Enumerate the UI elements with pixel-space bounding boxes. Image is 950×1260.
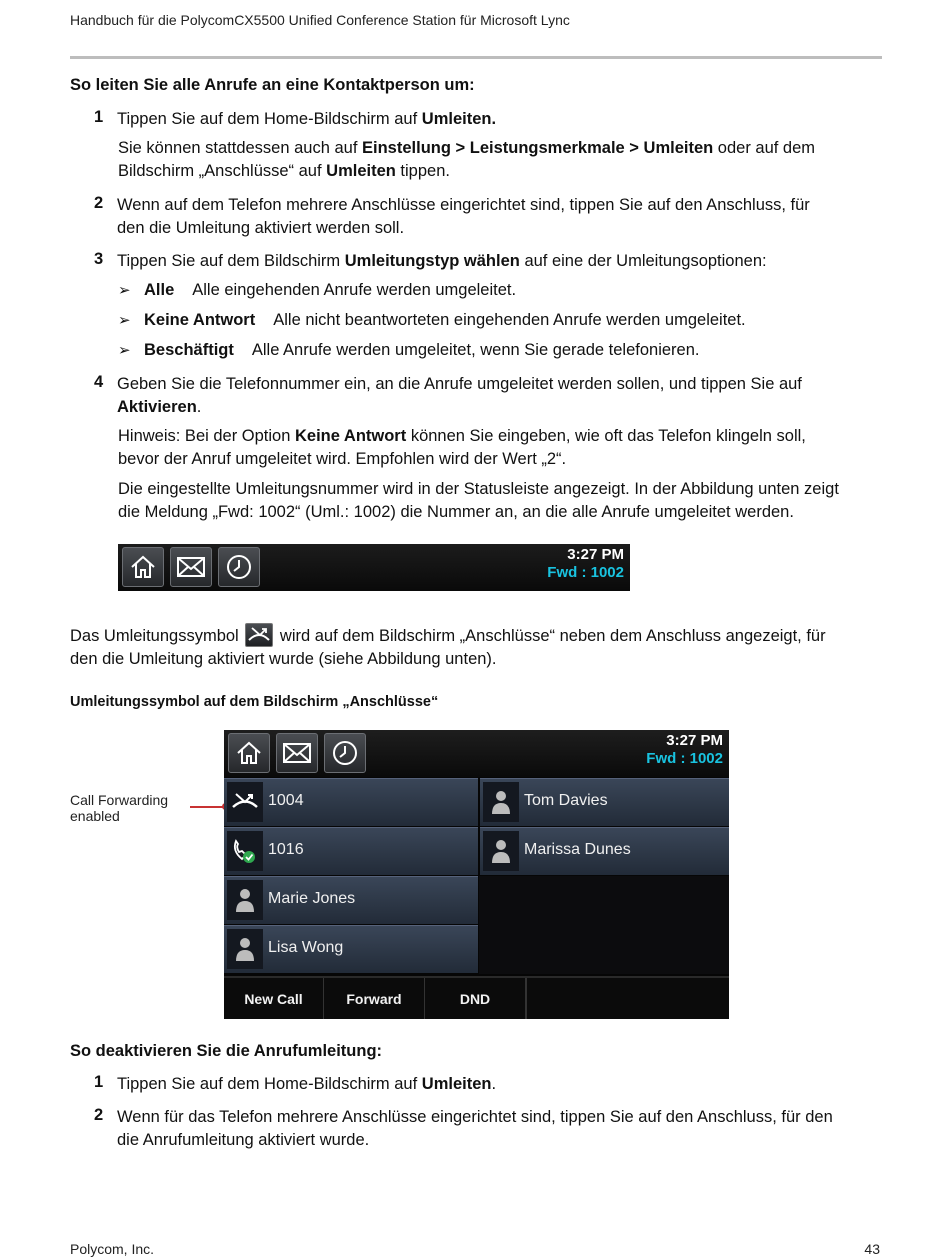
status-forward-indicator: Fwd : 1002 bbox=[646, 750, 723, 767]
home-icon bbox=[235, 740, 263, 766]
recent-calls-button[interactable] bbox=[324, 733, 366, 773]
option-beschaeftigt: Beschäftigt Alle Anrufe werden umgeleitet, wenn Sie gerade telefonieren. bbox=[144, 341, 700, 359]
softkey-divider bbox=[526, 978, 527, 1019]
new-call-softkey[interactable]: New Call bbox=[224, 978, 324, 1019]
messages-button[interactable] bbox=[170, 547, 212, 587]
figure-caption: Umleitungssymbol auf dem Bildschirm „Anschlüsse“ bbox=[70, 694, 439, 710]
step-1-text: Tippen Sie auf dem Home-Bildschirm auf Umleiten. bbox=[117, 110, 497, 128]
hint-text: Hinweis: Bei der Option Keine Antwort können Sie eingeben, wie oft das Telefon klingeln soll, bevor der Anruf umgeleitet wird. Empfohlen wird der Wert „2“. bbox=[118, 427, 806, 468]
step-1-alternative: Sie können stattdessen auch auf Einstellung > Leistungsmerkmale > Umleiten oder auf dem Bildschirm „Anschlüsse“ auf Umleiten tippen. bbox=[118, 139, 816, 180]
option-bullet: ➢ bbox=[118, 282, 131, 299]
call-forward-icon bbox=[227, 782, 263, 822]
step-number: 3 bbox=[94, 250, 104, 268]
contact-lisa-wong[interactable] bbox=[224, 925, 478, 973]
contact-label: Marissa Dunes bbox=[524, 841, 631, 858]
contact-icon bbox=[483, 782, 519, 822]
step-number: 2 bbox=[94, 194, 104, 212]
line-label: 1004 bbox=[268, 792, 304, 809]
phone-lines-screen bbox=[224, 730, 729, 1017]
section-heading-deactivate: So deaktivieren Sie die Anrufumleitung: bbox=[70, 1042, 383, 1060]
status-note: Die eingestellte Umleitungsnummer wird in der Statusleiste angezeigt. In der Abbildung unten zeigt die Meldung „Fwd: 1002“ (Uml.: 1002) die Nummer an, an die alle Anrufe umgeleitet werden. bbox=[118, 480, 839, 521]
contact-icon bbox=[227, 929, 263, 969]
dnd-softkey[interactable]: DND bbox=[425, 978, 526, 1019]
contact-icon bbox=[483, 831, 519, 871]
step-4-text: Geben Sie die Telefonnummer ein, an die Anrufe umgeleitet werden sollen, und tippen Sie auf Aktivieren. bbox=[117, 375, 802, 416]
step-3-text: Tippen Sie auf dem Bildschirm Umleitungstyp wählen auf eine der Umleitungsoptionen: bbox=[117, 252, 767, 270]
deactivate-step-2: Wenn für das Telefon mehrere Anschlüsse eingerichtet sind, tippen Sie auf den Anschluss, für den die Anrufumleitung aktiviert wurde. bbox=[117, 1108, 833, 1149]
contact-marie-jones[interactable] bbox=[224, 876, 478, 924]
callout-label: Call Forwarding enabled bbox=[70, 792, 169, 824]
line-label: 1016 bbox=[268, 841, 304, 858]
footer-company: Polycom, Inc. bbox=[70, 1241, 155, 1257]
contact-label: Tom Davies bbox=[524, 792, 608, 809]
contact-label: Marie Jones bbox=[268, 890, 356, 907]
step-2-text: Wenn auf dem Telefon mehrere Anschlüsse eingerichtet sind, tippen Sie auf den Anschluss, für den die Umleitung aktiviert werden soll. bbox=[117, 196, 810, 237]
step-number: 1 bbox=[94, 108, 104, 126]
empty-line-area bbox=[479, 876, 729, 974]
line-key-1004[interactable] bbox=[224, 778, 478, 826]
status-forward-indicator: Fwd : 1002 bbox=[547, 564, 624, 581]
phone-status-bar bbox=[118, 544, 630, 591]
page-number: 43 bbox=[864, 1241, 880, 1257]
phone-status-bar bbox=[224, 730, 729, 777]
line-key-1016[interactable] bbox=[224, 827, 478, 875]
contact-marissa-dunes[interactable] bbox=[480, 827, 729, 875]
callout-pointer bbox=[190, 806, 226, 808]
messages-button[interactable] bbox=[276, 733, 318, 773]
step-number: 2 bbox=[94, 1106, 104, 1124]
softkey-bar bbox=[224, 976, 729, 1019]
recent-calls-button[interactable] bbox=[218, 547, 260, 587]
header-divider bbox=[70, 56, 882, 59]
deactivate-step-1: Tippen Sie auf dem Home-Bildschirm auf Umleiten. bbox=[117, 1075, 497, 1093]
home-button[interactable] bbox=[122, 547, 164, 587]
clock-icon bbox=[331, 739, 359, 767]
home-button[interactable] bbox=[228, 733, 270, 773]
contact-label: Lisa Wong bbox=[268, 939, 344, 956]
envelope-icon bbox=[176, 556, 206, 578]
contact-tom-davies[interactable] bbox=[480, 778, 729, 826]
home-icon bbox=[129, 554, 157, 580]
document-header: Handbuch für die PolycomCX5500 Unified Conference Station für Microsoft Lync bbox=[70, 12, 570, 28]
option-bullet: ➢ bbox=[118, 312, 131, 329]
envelope-icon bbox=[282, 742, 312, 764]
registered-line-icon bbox=[227, 831, 263, 871]
forward-symbol-paragraph: Das Umleitungssymbol wird auf dem Bildschirm „Anschlüsse“ neben dem Anschluss angezeigt, für den die Umleitung aktiviert wurde (siehe Abbildung unten). bbox=[70, 623, 826, 671]
option-bullet: ➢ bbox=[118, 342, 131, 359]
option-alle: Alle Alle eingehenden Anrufe werden umgeleitet. bbox=[144, 281, 517, 299]
contact-icon bbox=[227, 880, 263, 920]
status-time: 3:27 PM bbox=[567, 546, 624, 563]
option-keine-antwort: Keine Antwort Alle nicht beantworteten eingehenden Anrufe werden umgeleitet. bbox=[144, 311, 746, 329]
step-number: 4 bbox=[94, 373, 104, 391]
forward-softkey[interactable]: Forward bbox=[324, 978, 425, 1019]
status-time: 3:27 PM bbox=[666, 732, 723, 749]
step-number: 1 bbox=[94, 1073, 104, 1091]
call-forward-icon bbox=[245, 623, 273, 647]
section-heading-forward-all: So leiten Sie alle Anrufe an eine Kontaktperson um: bbox=[70, 76, 475, 94]
clock-icon bbox=[225, 553, 253, 581]
